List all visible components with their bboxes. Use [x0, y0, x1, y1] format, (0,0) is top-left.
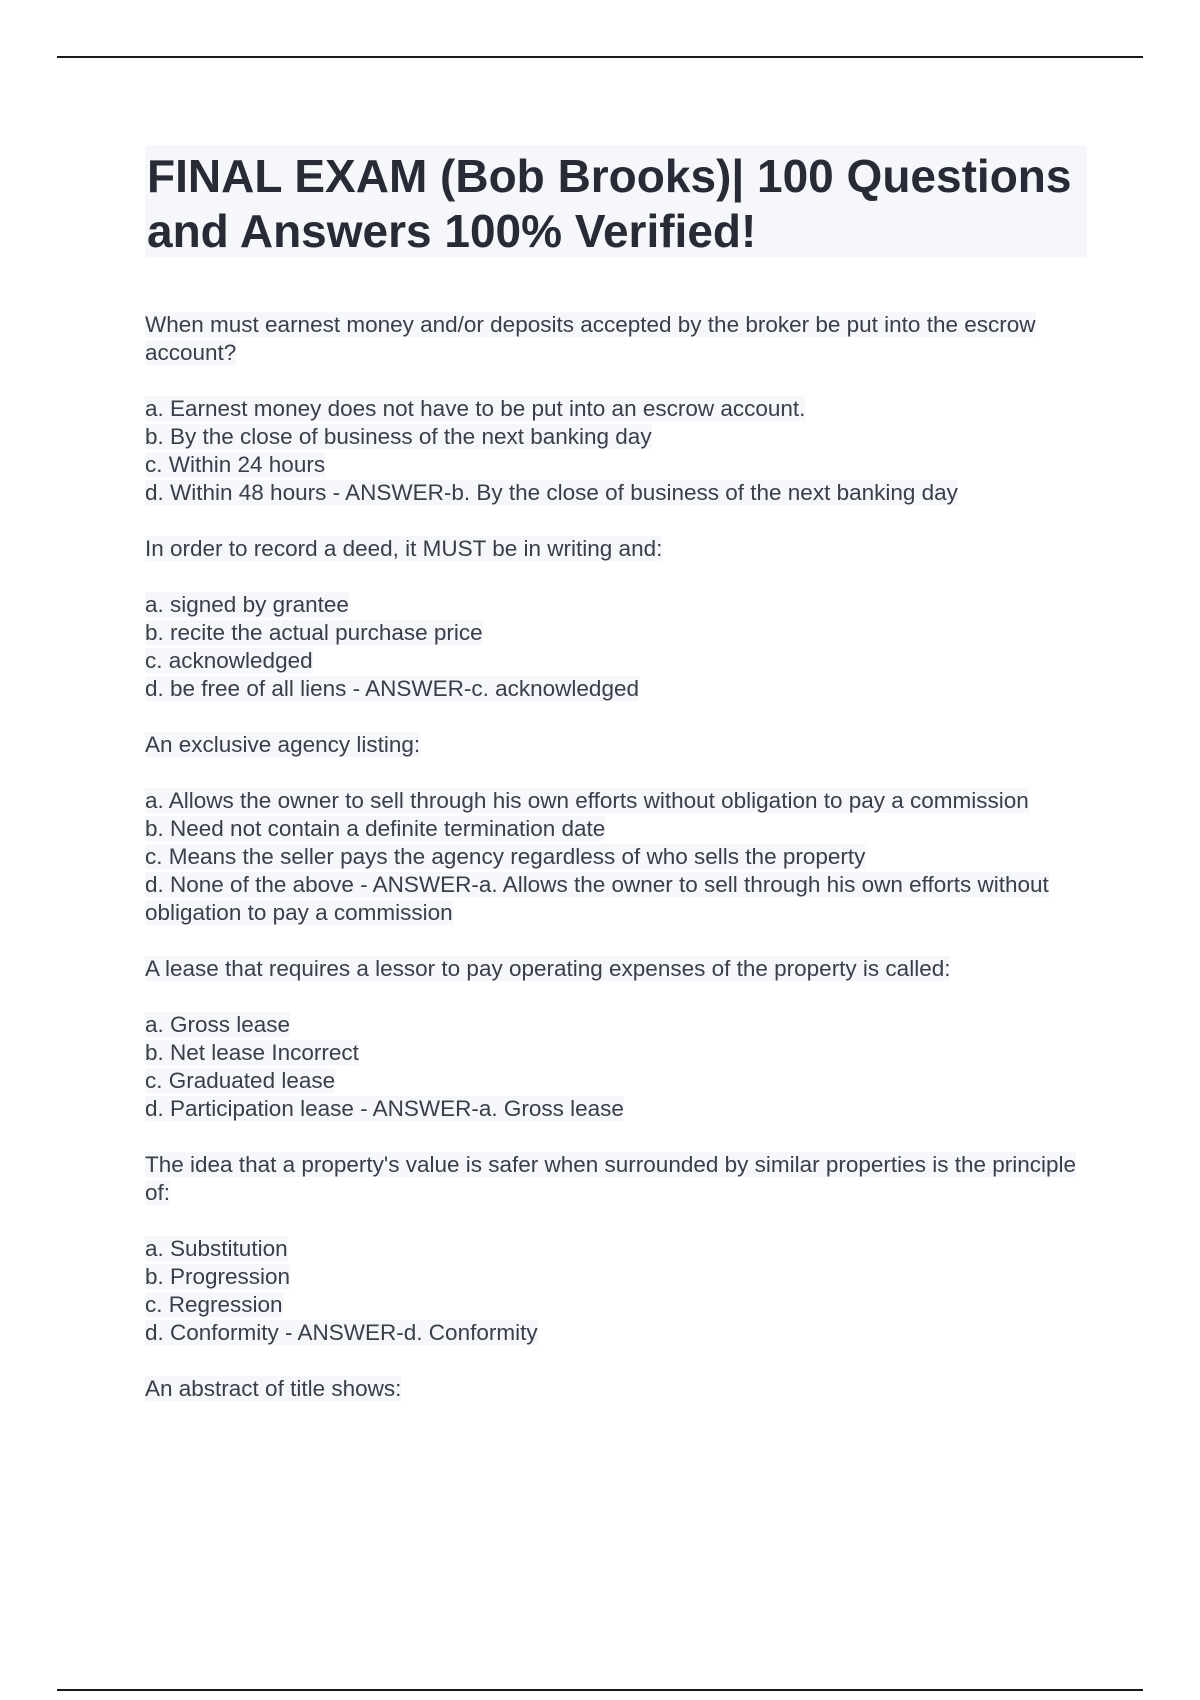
option-a: a. Earnest money does not have to be put into an escrow account.	[145, 396, 806, 421]
option-b: b. Need not contain a definite termination date	[145, 816, 606, 841]
option-d-answer: d. be free of all liens - ANSWER-c. acknowledged	[145, 676, 639, 701]
questions-list	[145, 311, 1087, 1431]
question-prompt: The idea that a property's value is safer when surrounded by similar properties is the principle of:	[145, 1152, 1077, 1205]
question-2-prompt	[145, 535, 1087, 563]
option-b: b. recite the actual purchase price	[145, 620, 483, 645]
option-d-answer: d. Conformity - ANSWER-d. Conformity	[145, 1320, 538, 1345]
option-d-answer: d. Within 48 hours - ANSWER-b. By the close of business of the next banking day	[145, 480, 958, 505]
question-3-options	[145, 787, 1087, 927]
option-a: a. signed by grantee	[145, 592, 349, 617]
question-prompt: An abstract of title shows:	[145, 1376, 402, 1401]
option-b: b. Net lease Incorrect	[145, 1040, 359, 1065]
option-a: a. Gross lease	[145, 1012, 291, 1037]
question-4-options	[145, 1011, 1087, 1123]
question-2-options	[145, 591, 1087, 703]
question-prompt: A lease that requires a lessor to pay operating expenses of the property is called:	[145, 956, 951, 981]
option-c: c. Within 24 hours	[145, 452, 326, 477]
bottom-rule	[57, 1689, 1143, 1691]
option-a: a. Substitution	[145, 1236, 288, 1261]
top-rule	[57, 56, 1143, 58]
option-a: a. Allows the owner to sell through his own efforts without obligation to pay a commission	[145, 788, 1029, 813]
option-c: c. Means the seller pays the agency regardless of who sells the property	[145, 844, 866, 869]
question-prompt: When must earnest money and/or deposits accepted by the broker be put into the escrow account?	[145, 312, 1036, 365]
question-prompt: In order to record a deed, it MUST be in writing and:	[145, 536, 663, 561]
option-b: b. By the close of business of the next banking day	[145, 424, 652, 449]
option-c: c. Graduated lease	[145, 1068, 336, 1093]
option-d-answer: d. None of the above - ANSWER-a. Allows the owner to sell through his own efforts without obligation to pay a commission	[145, 872, 1049, 925]
option-c: c. acknowledged	[145, 648, 313, 673]
option-c: c. Regression	[145, 1292, 283, 1317]
question-3-prompt	[145, 731, 1087, 759]
question-4-prompt	[145, 955, 1087, 983]
option-d-answer: d. Participation lease - ANSWER-a. Gross lease	[145, 1096, 624, 1121]
question-5-prompt	[145, 1151, 1087, 1207]
question-6-prompt	[145, 1375, 1087, 1403]
question-prompt: An exclusive agency listing:	[145, 732, 421, 757]
question-5-options	[145, 1235, 1087, 1347]
question-1-prompt	[145, 311, 1087, 367]
question-1-options	[145, 395, 1087, 507]
document-title: FINAL EXAM (Bob Brooks)| 100 Questions and Answers 100% Verified!	[145, 145, 1087, 257]
option-b: b. Progression	[145, 1264, 291, 1289]
